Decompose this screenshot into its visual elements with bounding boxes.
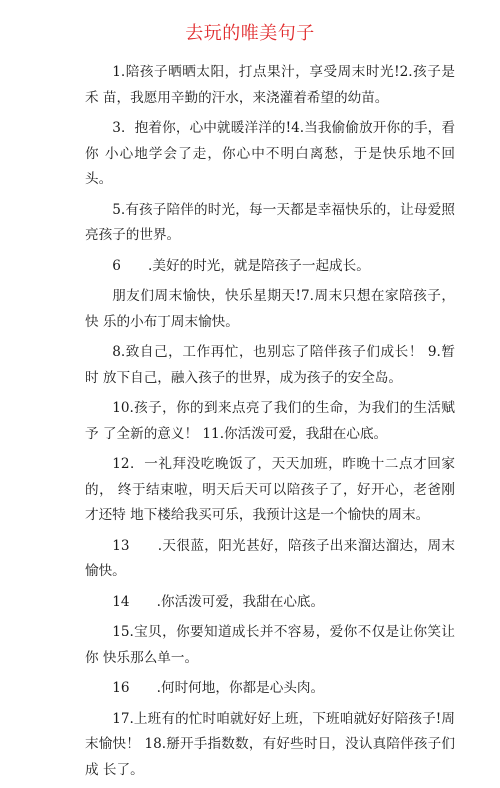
paragraph: 17.上班有的忙时咱就好好上班，下班咱就好好陪孩子!周 末愉快！ 18.掰开手指数数，有好些时日，没认真陪伴孩子们成 长了。 (85, 710, 455, 778)
paragraph: 朋友们周末愉快，快乐星期天!7.周末只想在家陪孩子，快 乐的小布丁周末愉快。 (85, 288, 455, 330)
paragraph: 16 .何时何地，你都是心头肉。 (112, 680, 325, 696)
page-title: 去玩的唯美句子 (185, 23, 315, 44)
paragraph: 13 .天很蓝，阳光甚好，陪孩子出来溜达溜达，周末愉快。 (85, 537, 455, 579)
paragraph: 3．抱着你，心中就暖洋洋的!4.当我偷偷放开你的手，看你 小心地学会了走，你心中不明白离愁，于是快乐地不回头。 (85, 120, 455, 187)
paragraph: 6 .美好的时光，就是陪孩子一起成长。 (112, 257, 370, 274)
paragraph: 5.有孩子陪伴的时光，每一天都是幸福快乐的，让母爱照 亮孩子的世界。 (85, 201, 455, 243)
paragraph: 8.致自己，工作再忙，也别忘了陪伴孩子们成长！ 9.暂时 放下自己，融入孩子的世界，成为孩子的安全岛。 (85, 344, 455, 386)
paragraph: 1.陪孩子晒晒太阳，打点果汁，享受周末时光!2.孩子是禾 苗，我愿用辛勤的汗水，来浇灌着希望的幼苗。 (85, 64, 455, 106)
paragraph: 14 .你活泼可爱，我甜在心底。 (112, 593, 325, 610)
paragraph: 12．一礼拜没吃晚饭了，天天加班，昨晚十二点才回家的， 终于结束啦，明天后天可以陪孩子了，好开心，老爸刚才还特 地下楼给我买可乐，我预计这是一个愉快的周末。 (85, 456, 455, 523)
document-body (85, 60, 455, 788)
paragraph: 10.孩子，你的到来点亮了我们的生命，为我们的生活赋予 了全新的意义！ 11.你活泼可爱，我甜在心底。 (85, 400, 455, 442)
paragraph: 15.宝贝，你要知道成长并不容易，爱你不仅是让你笑让你 快乐那么单一。 (85, 624, 455, 666)
